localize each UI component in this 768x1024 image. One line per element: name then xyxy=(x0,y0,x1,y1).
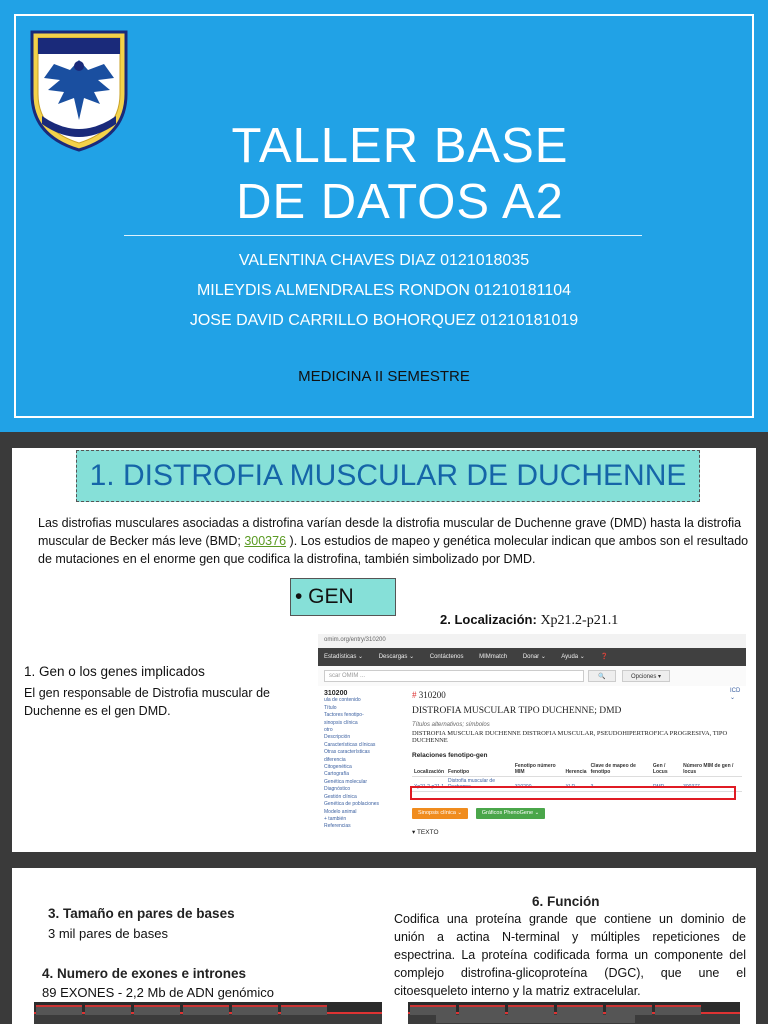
mim-number-value: 310200 xyxy=(418,690,446,700)
alt-titles: DISTROFIA MUSCULAR DUCHENNE DISTROFIA MUSCULAR, PSEUDOHIPERTROFICA PROGRESIVA, TIPO DUCHENNE xyxy=(412,730,728,744)
browser-tab[interactable] xyxy=(655,1005,701,1015)
tamano-value: 3 mil pares de bases xyxy=(48,926,168,941)
browser-tabs xyxy=(34,1002,382,1014)
help-icon[interactable]: ❓ xyxy=(600,654,608,660)
search-icon[interactable]: 🔍 xyxy=(588,670,616,682)
omim-navbar xyxy=(318,648,746,666)
funcion-text: Codifica una proteína grande que contiene un dominio de unión a actina N-terminal y múltiples repeticiones de espectrina. La proteína codificada forma un componente del complejo distrofina-glicoproteína (DGC), que une el citoesqueleto interno y la matriz extracelular. xyxy=(394,912,746,998)
col-localizacion: Localización xyxy=(412,762,446,777)
cell-gen-mim[interactable]: 300377 xyxy=(681,777,742,792)
omim-search-row xyxy=(318,666,746,686)
highlight-box xyxy=(410,786,736,800)
genes-title: 1. Gen o los genes implicados xyxy=(24,664,205,679)
nav-estadisticas[interactable]: Estadísticas ⌄ xyxy=(324,654,364,660)
author-1: VALENTINA CHAVES DIAZ 0121018035 xyxy=(238,252,530,269)
cell-herencia: XLR xyxy=(563,777,588,792)
sidebar-item[interactable]: Genética molecular xyxy=(324,778,368,785)
col-herencia: Herencia xyxy=(563,762,588,777)
mim-hash: # xyxy=(412,690,417,700)
sidebar-item[interactable]: Genética de poblaciones xyxy=(324,801,380,808)
title-line-2: DE DATOS A2 xyxy=(236,175,564,229)
localizacion xyxy=(440,612,618,629)
disease-title: DISTROFIA MUSCULAR TIPO DUCHENNE; DMD xyxy=(412,706,622,716)
browser-tab[interactable] xyxy=(508,1005,554,1015)
col-clave-mapeo: Clave de mapeo de fenotipo xyxy=(589,762,651,777)
intro-paragraph xyxy=(38,514,750,568)
omim-screenshot xyxy=(318,634,746,848)
cell-fenotipo: Distrofia muscular de Duchenne xyxy=(446,777,513,792)
cell-clave: 3 xyxy=(589,777,651,792)
sidebar-item[interactable]: Descripción xyxy=(324,734,351,741)
title-divider xyxy=(124,235,642,236)
sidebar-item[interactable]: diferencia xyxy=(324,756,346,763)
sidebar-item[interactable]: sinopsis clínica xyxy=(324,719,358,726)
sidebar-item[interactable]: Características clínicas xyxy=(324,741,376,748)
mim-number xyxy=(412,690,742,700)
sidebar-item[interactable]: Tactores fenotipo- xyxy=(324,712,364,719)
sidebar-item[interactable]: otro xyxy=(324,727,333,734)
semester-label: MEDICINA II SEMESTRE xyxy=(298,368,470,385)
browser-tab[interactable] xyxy=(410,1005,456,1015)
browser-tabs xyxy=(408,1002,740,1014)
genes-text: El gen responsable de Distrofia muscular de Duchenne es el gen DMD. xyxy=(24,686,270,718)
sidebar-item[interactable]: Cartografía xyxy=(324,771,350,778)
dmd-slide xyxy=(12,448,756,852)
intro-text-2: ). Los estudios de mapeo y genética molecular indican que ambos son el resultado de mutaciones en el enorme gen que codifica la distrofina, también simbolizado por DMD. xyxy=(38,534,749,566)
omim-button-row xyxy=(412,808,551,819)
sidebar-item[interactable]: Modelo animal xyxy=(324,808,357,815)
intro-text-1: Las distrofias musculares asociadas a distrofina varían desde la distrofia muscular de Duchenne grave (DMD) hasta la distrofia muscular de Becker más leve (BMD; xyxy=(38,516,742,548)
sidebar-item[interactable]: Citogenética xyxy=(324,764,352,771)
university-logo xyxy=(24,24,134,154)
slide-heading xyxy=(76,450,700,502)
sidebar-item[interactable]: Gestión clínica xyxy=(324,793,357,800)
exones-value: 89 EXONES - 2,2 Mb de ADN genómico xyxy=(42,985,274,1000)
texto-section[interactable]: ▾ TEXTO xyxy=(412,829,439,836)
nav-donar[interactable]: Donar ⌄ xyxy=(522,654,546,660)
cell-fenotipo-mim[interactable]: 310200 xyxy=(513,777,564,792)
browser-tab[interactable] xyxy=(281,1005,327,1015)
sidebar-item[interactable]: Diagnóstico xyxy=(324,786,351,793)
omim-url[interactable]: omim.org/entry/310200 xyxy=(318,634,746,648)
funcion-title: 6. Función xyxy=(532,894,600,909)
nav-contactenos[interactable]: Contáctenos xyxy=(429,654,464,660)
col-gen-locus: Gen / Locus xyxy=(651,762,681,777)
sidebar-item[interactable]: ula de contenido xyxy=(324,697,361,704)
col-fenotipo-mim: Fenotipo número MIM xyxy=(513,762,564,777)
browser-tab[interactable] xyxy=(134,1005,180,1015)
author-3: JOSE DAVID CARRILLO BOHORQUEZ 01210181019 xyxy=(189,312,579,329)
title-slide xyxy=(0,0,768,432)
bmd-link[interactable]: 300376 xyxy=(244,534,287,548)
sidebar-item[interactable]: Título xyxy=(324,704,337,711)
heading-text: 1. DISTROFIA MUSCULAR DE DUCHENNE xyxy=(89,459,687,492)
exones-title: 4. Numero de exones e intrones xyxy=(42,966,247,981)
sidebar-mim: 310200 xyxy=(324,690,348,697)
sinopsis-button[interactable]: Sinopsis clínica ⌄ xyxy=(412,808,468,819)
author-2: MILEYDIS ALMENDRALES RONDON 01210181104 xyxy=(196,282,572,299)
localizacion-label: 2. Localización: xyxy=(440,612,537,627)
browser-tab[interactable] xyxy=(557,1005,603,1015)
address-bar[interactable] xyxy=(436,1015,635,1023)
browser-tab[interactable] xyxy=(183,1005,229,1015)
browser-screenshot-right xyxy=(408,1002,740,1024)
table-header-row xyxy=(412,762,742,777)
localizacion-value: Xp21.2-p21.1 xyxy=(540,613,619,628)
sidebar-item[interactable]: + también xyxy=(324,815,347,822)
nav-mimmatch[interactable]: MIMmatch xyxy=(479,654,508,660)
title-line-1: TALLER BASE xyxy=(231,119,569,173)
presentation-title xyxy=(180,118,620,230)
browser-tab[interactable] xyxy=(36,1005,82,1015)
browser-tab[interactable] xyxy=(606,1005,652,1015)
relations-title: Relaciones fenotipo-gen xyxy=(412,752,488,759)
browser-tab[interactable] xyxy=(459,1005,505,1015)
omim-sidebar xyxy=(324,690,404,831)
options-button[interactable]: Opciones ▾ xyxy=(622,670,670,682)
browser-tab[interactable] xyxy=(85,1005,131,1015)
browser-screenshot-left xyxy=(34,1002,382,1024)
omim-main xyxy=(412,690,742,792)
col-gen-mim: Número MIM de gen / locus xyxy=(681,762,742,777)
cell-gen[interactable]: DMD xyxy=(651,777,681,792)
cell-localizacion[interactable]: Xp21.2-p21.1 xyxy=(412,777,446,792)
sidebar-item[interactable]: Otras características xyxy=(324,749,370,756)
authors-list xyxy=(120,246,648,336)
gen-bullet: • GEN xyxy=(290,578,396,616)
nav-ayuda[interactable]: Ayuda ⌄ xyxy=(561,654,585,660)
nav-descargas[interactable]: Descargas ⌄ xyxy=(378,654,415,660)
omim-search-input[interactable]: scar OMIM ... xyxy=(324,670,584,682)
gene-details-slide xyxy=(12,868,756,1024)
browser-tab[interactable] xyxy=(232,1005,278,1015)
sidebar-item[interactable]: Referencias xyxy=(324,823,351,830)
phenogene-button[interactable]: Gráficos PhenoGene ⌄ xyxy=(476,808,546,819)
alt-titles-label: Títulos alternativos; símbolos xyxy=(412,722,490,728)
col-fenotipo: Fenotipo xyxy=(446,762,513,777)
tamano-title: 3. Tamaño en pares de bases xyxy=(48,906,235,921)
icd-dropdown[interactable]: ICD ⌄ xyxy=(730,688,741,701)
